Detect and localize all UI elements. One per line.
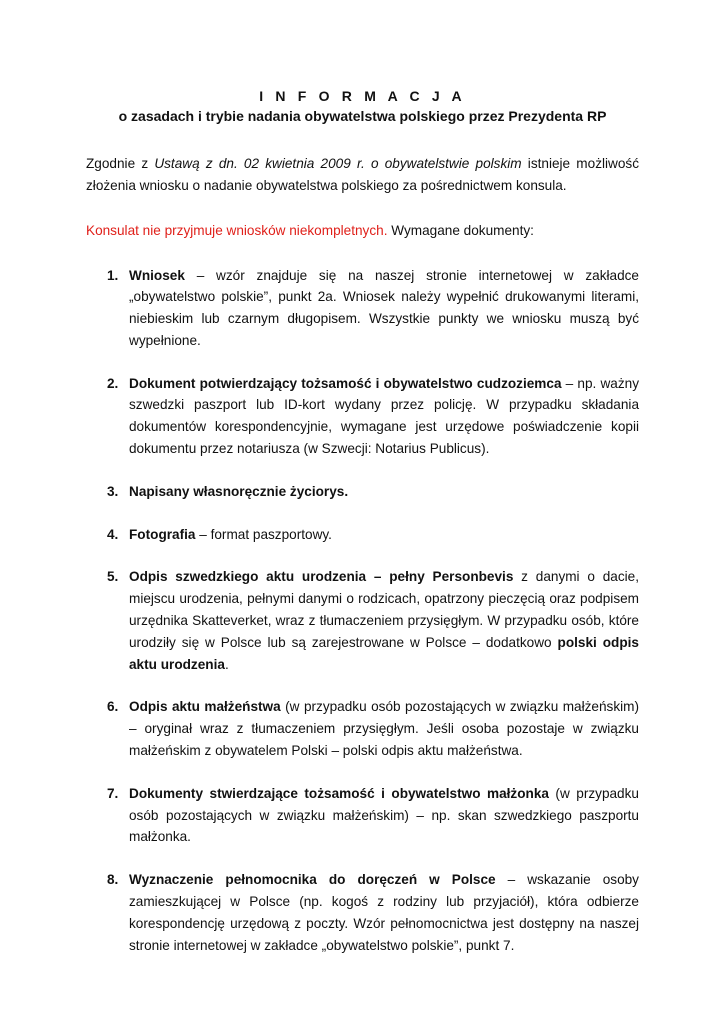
document-title: I N F O R M A C J A	[259, 88, 466, 104]
item-text: (w przypadku osób pozostających w związku małżeńskim) – oryginał wraz z tłumaczeniem przysięgłym. Jeśli osoba pozostaje w związku małżeńskim z obywatelem Polski – polski odpis aktu małżeństwa.	[129, 699, 639, 759]
item-number: 4.	[107, 526, 119, 542]
list-item	[86, 373, 639, 460]
item-text: – format paszportowy.	[195, 526, 332, 542]
list-item	[86, 481, 639, 503]
item-text: – wskazanie osoby zamieszkującej w Polsce (np. kogoś z rodziny lub przyjaciół), która odbierze korespondencję urzędową z poczty. Wzór pełnomocnictwa jest dostępny na naszej stronie internetowej w zakładce „obywatelstwo polskie”, punkt 7.	[129, 872, 639, 953]
item-text: – wzór znajduje się na naszej stronie internetowej w zakładce „obywatelstwo polskie”, punkt 2a. Wniosek należy wypełnić drukowanymi literami, niebieskim lub czarnym długopisem. Wszystkie punkty we wniosku muszą być wypełnione.	[129, 267, 639, 348]
item-text-end: .	[224, 656, 229, 672]
item-number: 8.	[107, 872, 119, 888]
item-text: z danymi o dacie, miejscu urodzenia, pełnymi danymi o rodzicach, opatrzony pieczęcią oraz podpisem urzędnika Skatteverket, wraz z tłumaczeniem przysięgłym. W przypadku osób, które urodziły się w Polsce lub są zarejestrowane w Polsce – dodatkowo	[129, 569, 639, 650]
list-item	[86, 524, 639, 546]
intro-text-end: istnieje możliwość złożenia wniosku o nadanie obywatelstwa polskiego za pośrednictwem konsula.	[86, 156, 640, 193]
requirement-paragraph	[86, 220, 639, 242]
item-heading: Wyznaczenie pełnomocnika do doręczeń w Polsce	[129, 872, 496, 888]
list-item	[86, 566, 639, 675]
item-heading: Odpis szwedzkiego aktu urodzenia – pełny Personbevis	[129, 569, 514, 585]
list-item	[86, 783, 639, 848]
item-number: 6.	[107, 699, 119, 715]
document-subtitle: o zasadach i trybie nadania obywatelstwa polskiego przez Prezydenta RP	[118, 108, 607, 124]
item-number: 3.	[107, 483, 119, 499]
intro-paragraph	[86, 153, 639, 196]
item-heading: Napisany własnoręcznie życiorys.	[129, 483, 349, 499]
item-number: 1.	[107, 267, 119, 283]
incomplete-warning: Konsulat nie przyjmuje wniosków niekompletnych.	[86, 223, 388, 238]
item-number: 7.	[107, 785, 119, 801]
item-text: (w przypadku osób pozostających w związku małżeńskim) – np. skan szwedzkiego paszportu małżonka.	[129, 785, 639, 845]
item-emphasis: polski odpis aktu urodzenia	[129, 634, 639, 672]
item-heading: Wniosek	[129, 267, 185, 283]
item-heading: Dokumenty stwierdzające tożsamość i obywatelstwo małżonka	[129, 785, 549, 801]
intro-text-start: Zgodnie z	[86, 156, 155, 171]
list-item	[86, 869, 639, 956]
list-item	[86, 696, 639, 761]
item-number: 5.	[107, 569, 119, 585]
item-number: 2.	[107, 375, 119, 391]
item-heading: Odpis aktu małżeństwa	[129, 699, 281, 715]
item-text: – np. ważny szwedzki paszport lub ID-kort wydany przez policję. W przypadku składania dokumentów korespondencyjnie, wymagane jest urzędowe poświadczenie kopii dokumentu przez notariusza (w Szwecji: Notarius Publicus).	[129, 375, 639, 457]
list-item	[86, 265, 639, 352]
required-documents-list	[86, 265, 639, 957]
required-documents-label: Wymagane dokumenty:	[387, 223, 534, 238]
item-heading: Fotografia	[129, 526, 196, 542]
item-heading: Dokument potwierdzający tożsamość i obywatelstwo cudzoziemca	[129, 375, 562, 391]
law-reference: Ustawą z dn. 02 kwietnia 2009 r. o obywatelstwie polskim	[154, 156, 522, 171]
